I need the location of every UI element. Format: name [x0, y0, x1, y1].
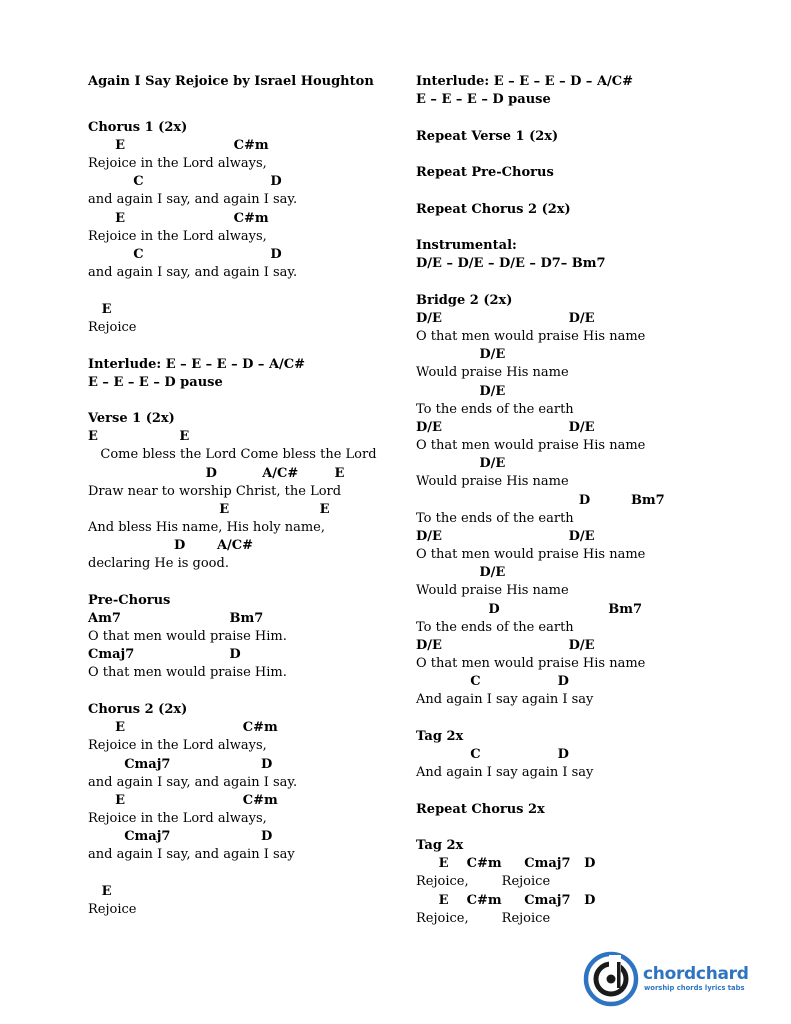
- chord-line: E – E – E – D pause: [416, 92, 551, 107]
- chordchard-logo[interactable]: [583, 951, 768, 1011]
- section-heading: Tag 2x: [416, 838, 464, 853]
- lyric-line: O that men would praise His name: [416, 438, 646, 453]
- chord-line: E C#m: [88, 720, 278, 735]
- chord-line: D A/C# E: [88, 466, 345, 481]
- chord-line: D/E D/E: [416, 420, 595, 435]
- section-heading: Bridge 2 (2x): [416, 293, 513, 308]
- lyric-line: O that men would praise His name: [416, 656, 646, 671]
- lyric-line: And bless His name, His holy name,: [88, 520, 325, 535]
- chord-line: D/E: [416, 384, 506, 399]
- chord-line: Cmaj7 D: [88, 829, 273, 844]
- section-heading: Repeat Pre-Chorus: [416, 165, 554, 180]
- lyric-line: and again I say, and again I say.: [88, 265, 298, 280]
- chord-line: C D: [416, 674, 569, 689]
- lyric-line: and again I say, and again I say: [88, 847, 295, 862]
- lyric-line: Would praise His name: [416, 583, 569, 598]
- lyric-line: Rejoice in the Lord always,: [88, 811, 267, 826]
- lyric-line: Rejoice in the Lord always,: [88, 738, 267, 753]
- chordchard-logo-icon: [583, 951, 639, 1007]
- chord-line: D/E: [416, 347, 506, 362]
- lyric-line: O that men would praise Him.: [88, 629, 287, 644]
- lyric-line: O that men would praise His name: [416, 547, 646, 562]
- lyric-line: and again I say, and again I say.: [88, 775, 298, 790]
- chord-line: E – E – E – D pause: [88, 375, 223, 390]
- lyric-line: Draw near to worship Christ, the Lord: [88, 484, 342, 499]
- section-heading: Pre-Chorus: [88, 593, 171, 608]
- section-heading: Chorus 2 (2x): [88, 702, 188, 717]
- lyric-line: Rejoice in the Lord always,: [88, 229, 267, 244]
- chord-line: D/E – D/E – D/E – D7– Bm7: [416, 256, 606, 271]
- logo-name: chordchard: [643, 964, 749, 984]
- lyric-line: Rejoice: [88, 902, 137, 917]
- lyric-line: and again I say, and again I say.: [88, 192, 298, 207]
- chord-line: Cmaj7 D: [88, 757, 273, 772]
- chord-line: C D: [88, 247, 282, 262]
- chord-line: E C#m: [88, 138, 269, 153]
- chord-line: E: [88, 302, 112, 317]
- chord-line: Am7 Bm7: [88, 611, 264, 626]
- section-heading: Repeat Chorus 2 (2x): [416, 202, 571, 217]
- chord-line: D/E: [416, 456, 506, 471]
- section-heading: Tag 2x: [416, 729, 464, 744]
- chord-line: E C#m Cmaj7 D: [416, 893, 596, 908]
- lyric-line: Would praise His name: [416, 365, 569, 380]
- lyric-line: To the ends of the earth: [416, 620, 574, 635]
- chord-line: D Bm7: [416, 602, 643, 617]
- section-heading: Interlude: E – E – E – D – A/C#: [416, 74, 634, 89]
- chord-line: C D: [416, 747, 569, 762]
- logo-tagline: worship chords lyrics tabs: [644, 984, 745, 992]
- section-heading: Repeat Verse 1 (2x): [416, 129, 559, 144]
- section-heading: Instrumental:: [416, 238, 517, 253]
- chord-line: D/E: [416, 565, 506, 580]
- lyric-line: declaring He is good.: [88, 556, 229, 571]
- lyric-line: And again I say again I say: [416, 692, 594, 707]
- lyric-line: Rejoice: [88, 320, 137, 335]
- chord-line: Cmaj7 D: [88, 647, 241, 662]
- chord-line: D/E D/E: [416, 529, 595, 544]
- chord-line: D/E D/E: [416, 311, 595, 326]
- lyric-line: Rejoice, Rejoice: [416, 874, 551, 889]
- section-heading: Verse 1 (2x): [88, 411, 175, 426]
- lyric-line: Rejoice in the Lord always,: [88, 156, 267, 171]
- chord-line: E C#m Cmaj7 D: [416, 856, 596, 871]
- chord-line: E E: [88, 429, 190, 444]
- song-title: Again I Say Rejoice by Israel Houghton: [88, 74, 374, 89]
- lyric-line: And again I say again I say: [416, 765, 594, 780]
- lyric-line: To the ends of the earth: [416, 511, 574, 526]
- chord-line: D Bm7: [416, 493, 665, 508]
- chord-line: E E: [88, 502, 330, 517]
- lyric-line: Would praise His name: [416, 474, 569, 489]
- lyric-line: Come bless the Lord Come bless the Lord: [88, 447, 377, 462]
- section-heading: Interlude: E – E – E – D – A/C#: [88, 357, 306, 372]
- lyric-line: O that men would praise Him.: [88, 665, 287, 680]
- chord-line: D/E D/E: [416, 638, 595, 653]
- lyric-line: To the ends of the earth: [416, 402, 574, 417]
- lyric-line: Rejoice, Rejoice: [416, 911, 551, 926]
- chord-line: E: [88, 884, 112, 899]
- section-heading: Chorus 1 (2x): [88, 120, 188, 135]
- lyric-line: O that men would praise His name: [416, 329, 646, 344]
- chord-line: C D: [88, 174, 282, 189]
- section-heading: Repeat Chorus 2x: [416, 802, 545, 817]
- chord-line: E C#m: [88, 793, 278, 808]
- chord-line: D A/C#: [88, 538, 254, 553]
- chord-line: E C#m: [88, 211, 269, 226]
